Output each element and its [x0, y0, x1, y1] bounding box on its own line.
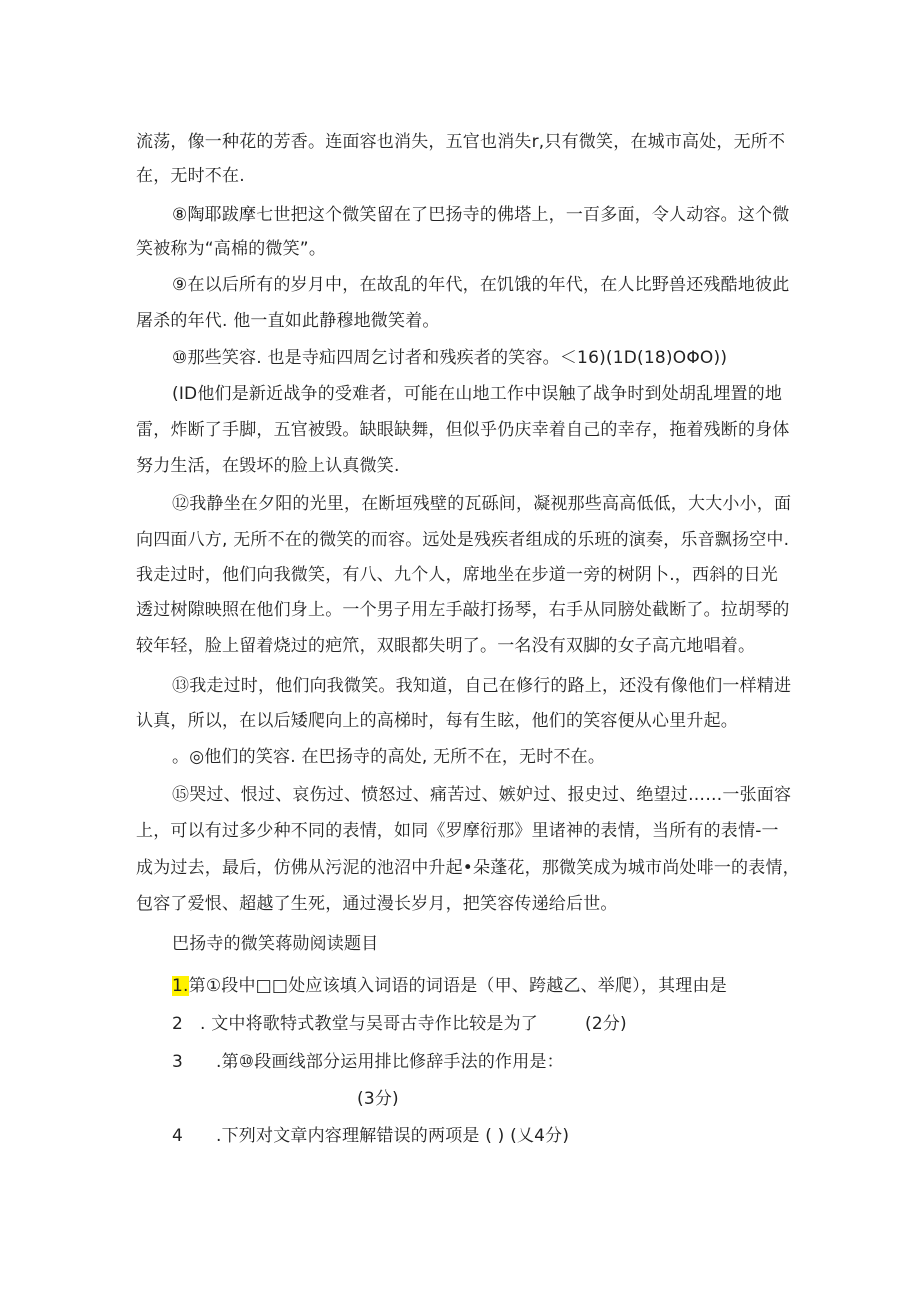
paragraph-line: 包容了爱恨、超越了生死，通过漫长岁月，把笑容传递给后世。	[136, 894, 618, 914]
paragraph-line: 上，可以有过多少种不同的表情，如同《罗摩衍那》里诸神的表情，当所有的表情-一	[136, 821, 779, 841]
paragraph-line: 屠杀的年代. 他一直如此静穆地微笑着。	[136, 311, 440, 331]
paragraph-line: 较年轻，脸上留着烧过的疤笊，双眼都失明了。一名没有双脚的女子高亢地唱着。	[136, 636, 756, 656]
paragraph-line: ⑮哭过、恨过、哀伤过、愤怒过、痛苦过、嫉妒过、报史过、绝望过……一张面容	[172, 785, 792, 805]
question-4-text: .下列对文章内容理解错误的两项是 ( ) (乂4分)	[216, 1126, 570, 1146]
question-4-number: 4	[172, 1126, 184, 1146]
paragraph-line: 努力生活，在毁坏的脸上认真微笑.	[136, 456, 400, 476]
paragraph-line: ⑧陶耶跋摩七世把这个微笑留在了巴扬寺的佛塔上，一百多面，令人动容。这个微	[172, 205, 790, 225]
paragraph-line: ⑫我静坐在夕阳的光里，在断垣残壁的瓦砾间，凝视那些高高低低，大大小小，面	[172, 494, 792, 514]
paragraph-line: 在，无时不在.	[136, 166, 245, 186]
questions-heading: 巴扬寺的微笑蒋勋阅读题目	[172, 934, 379, 954]
paragraph-line: 雷，炸断了手脚，五官被毁。缺眼缺舞，但似乎仍庆幸着自己的幸存，拖着残断的身体	[136, 420, 790, 440]
paragraph-line: 流荡，像一种花的芳香。连面容也消失，五官也消失r,只有微笑，在城市高处，无所不	[136, 132, 786, 152]
question-2-points: (2分)	[585, 1014, 627, 1034]
question-1-text: 第①段中□□处应该填入词语的词语是（甲、跨越乙、举爬），其理由是	[188, 976, 727, 996]
question-3-number: 3	[172, 1052, 184, 1072]
paragraph-line: 。◎他们的笑容. 在巴扬寺的高处, 无所不在，无时不在。	[172, 747, 606, 767]
question-1-number-highlight: 1.	[172, 976, 189, 996]
paragraph-line: ⑨在以后所有的岁月中，在故乱的年代，在饥饿的年代，在人比野兽还残酷地彼此	[172, 275, 790, 295]
paragraph-line: 我走过时，他们向我微笑，有八、九个人，席地坐在步道一旁的树阴卜.，西斜的日光	[136, 565, 779, 585]
paragraph-line: 成为过去，最后，仿佛从污泥的池沼中升起•朵蓬花，那微笑成为城市尚处啡一的表情，	[136, 858, 800, 878]
paragraph-line: ⑬我走过时，他们向我微笑。我知道，自己在修行的路上，还没有像他们一样精进	[172, 676, 792, 696]
paragraph-line: ⑩那些笑容. 也是寺疝四周乞讨者和残疾者的笑容。＜16)(1D(18)OΦO))	[172, 348, 728, 368]
question-3-text: .第⑩段画线部分运用排比修辞手法的作用是：	[216, 1052, 564, 1072]
question-2-text: . 文中将歌特式教堂与吴哥古寺作比较是为了	[200, 1014, 539, 1034]
paragraph-line: 向四面八方, 无所不在的微笑的而容。远处是残疾者组成的乐班的演奏，乐音飘扬空中.	[136, 530, 790, 550]
paragraph-line: 透过树隙映照在他们身上。一个男子用左手敲打扬琴，右手从同膀处截断了。拉胡琴的	[136, 600, 790, 620]
question-2-number: 2	[172, 1014, 184, 1034]
paragraph-line: 认真，所以，在以后矮爬向上的高梯时，每有生眩，他们的笑容便从心里升起。	[136, 711, 738, 731]
question-1	[172, 974, 727, 998]
paragraph-line: (ID他们是新近战争的受难者，可能在山地工作中误触了战争时到处胡乱埋置的地	[172, 384, 783, 404]
question-3-points: (3分)	[357, 1089, 399, 1109]
paragraph-line: 笑被称为“高棉的微笑”。	[136, 239, 327, 259]
